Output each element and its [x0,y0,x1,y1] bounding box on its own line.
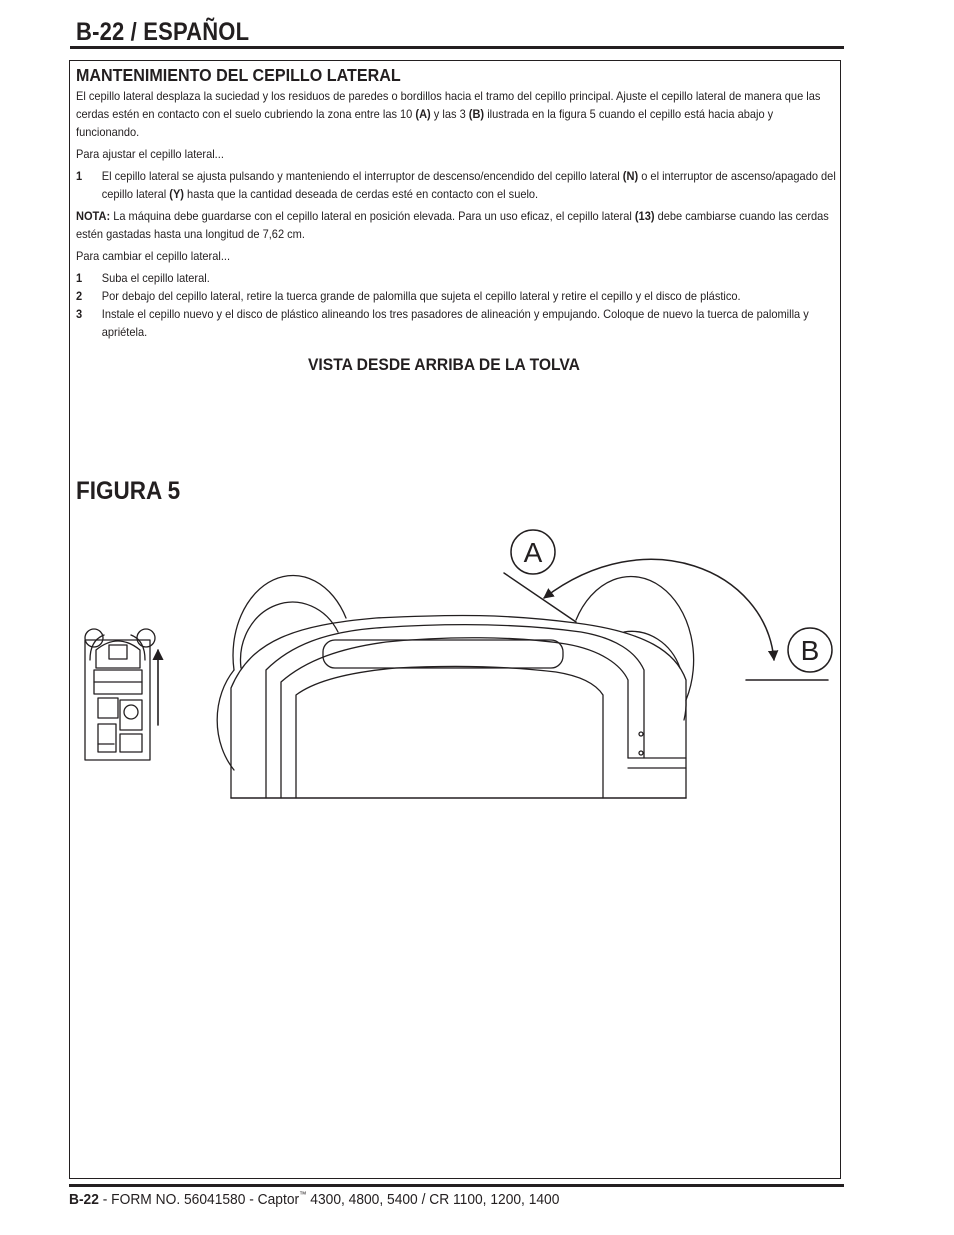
footer-page-number: B-22 [69,1191,99,1208]
section-content [76,64,836,341]
ref-b: (B) [468,107,485,121]
adjust-lead: Para ajustar el cepillo lateral... [76,147,224,161]
indicator-dot [639,751,643,755]
thumbnail-brush-left [90,635,104,660]
note-paragraph [76,207,836,243]
footer-models-text: 4300, 4800, 5400 / CR 1100, 1200, 1400 [306,1191,560,1208]
thumbnail-tank [120,734,142,752]
footer-rule [69,1184,844,1187]
thumbnail-brush-right [131,635,145,660]
step-number: 2 [76,289,83,303]
note-text-1: La máquina debe guardarse con el cepillo lateral en posición elevada. Para un uso eficaz, el cepillo lateral [110,209,635,223]
change-step [76,305,836,341]
intro-paragraph [76,87,836,141]
intro-text-3: ilustrada en la figura 5 cuando el cepillo está hacia abajo y funcionando. [76,107,774,139]
header-rule [70,46,844,49]
intro-text-2: y las 3 [430,107,469,121]
callout-a-label: A [523,537,543,568]
view-title: VISTA DESDE ARRIBA DE LA TOLVA [308,355,580,374]
indicator-dot [639,732,643,736]
section-body [76,87,836,341]
machine-thumbnail [85,629,155,760]
note-label: NOTA: [76,209,111,223]
side-brush-right-inner [624,631,680,668]
adjust-step-text-1: El cepillo lateral se ajusta pulsando y manteniendo el interruptor de descenso/encendido del cepillo lateral [101,169,623,183]
adjust-step [76,167,836,203]
adjust-step-text-3: hasta que la cantidad deseada de cerdas esté en contacto con el suelo. [183,187,539,201]
step-number: 1 [76,169,83,183]
ref-13: (13) [634,209,655,223]
adjust-step-text-2: o el interruptor de ascenso/apagado del cepillo lateral [101,169,836,201]
thumbnail-brush-ring-right [137,629,155,647]
thumbnail-wheel [124,705,138,719]
hopper-inner-shell [281,638,628,798]
thumbnail-hopper-handle [109,645,127,659]
change-step-text: Instale el cepillo nuevo y el disco de plástico alineando los tres pasadores de alineación y empujando. Coloque de nuevo la tuerca de palomilla y apriétela. [101,307,809,339]
side-brush-right-outer [576,577,694,700]
ref-a: (A) [415,107,431,121]
callout-b-label: B [800,635,820,666]
page-footer [69,1190,559,1208]
hopper-top-cover [296,666,603,798]
change-lead: Para cambiar el cepillo lateral... [76,249,231,263]
intro-text-1: El cepillo lateral desplaza la suciedad y los residuos de paredes o bordillos hacia el tramo del cepillo principal. Ajuste el cepillo lateral de manera que las cerdas estén en contacto con el suelo cubriendo la zona entre las 10 [76,89,821,121]
ref-n: (N) [622,169,639,183]
page-header-title: B-22 / ESPAÑOL [76,18,250,46]
change-step [76,287,836,305]
thumbnail-seat [98,698,118,718]
callout-a-leader [504,573,576,622]
step-number: 3 [76,307,83,321]
footer-form-text: - FORM NO. 56041580 - Captor [98,1191,300,1208]
change-step-text: Por debajo del cepillo lateral, retire la tuerca grande de palomilla que sujeta el cepillo lateral y retire el cepillo y el disco de plástico. [101,289,741,303]
footer-trademark: ™ [299,1190,307,1199]
note-text-2: debe cambiarse cuando las cerdas estén gastadas hasta una longitud de 7,62 cm. [76,209,829,241]
side-brush-left-outer [233,576,346,670]
change-step [76,269,836,287]
ref-y: (Y) [169,187,184,201]
section-heading: MANTENIMIENTO DEL CEPILLO LATERAL [76,65,401,85]
hopper-handle-recess [323,640,563,668]
figure-label: FIGURA 5 [76,477,181,505]
sweep-range-arrow [544,559,774,660]
change-step-text: Suba el cepillo lateral. [101,271,210,285]
thumbnail-step [98,724,116,752]
hopper-top-view-illustration [76,520,836,805]
step-number: 1 [76,271,83,285]
machine-bumper-lines [628,758,686,768]
